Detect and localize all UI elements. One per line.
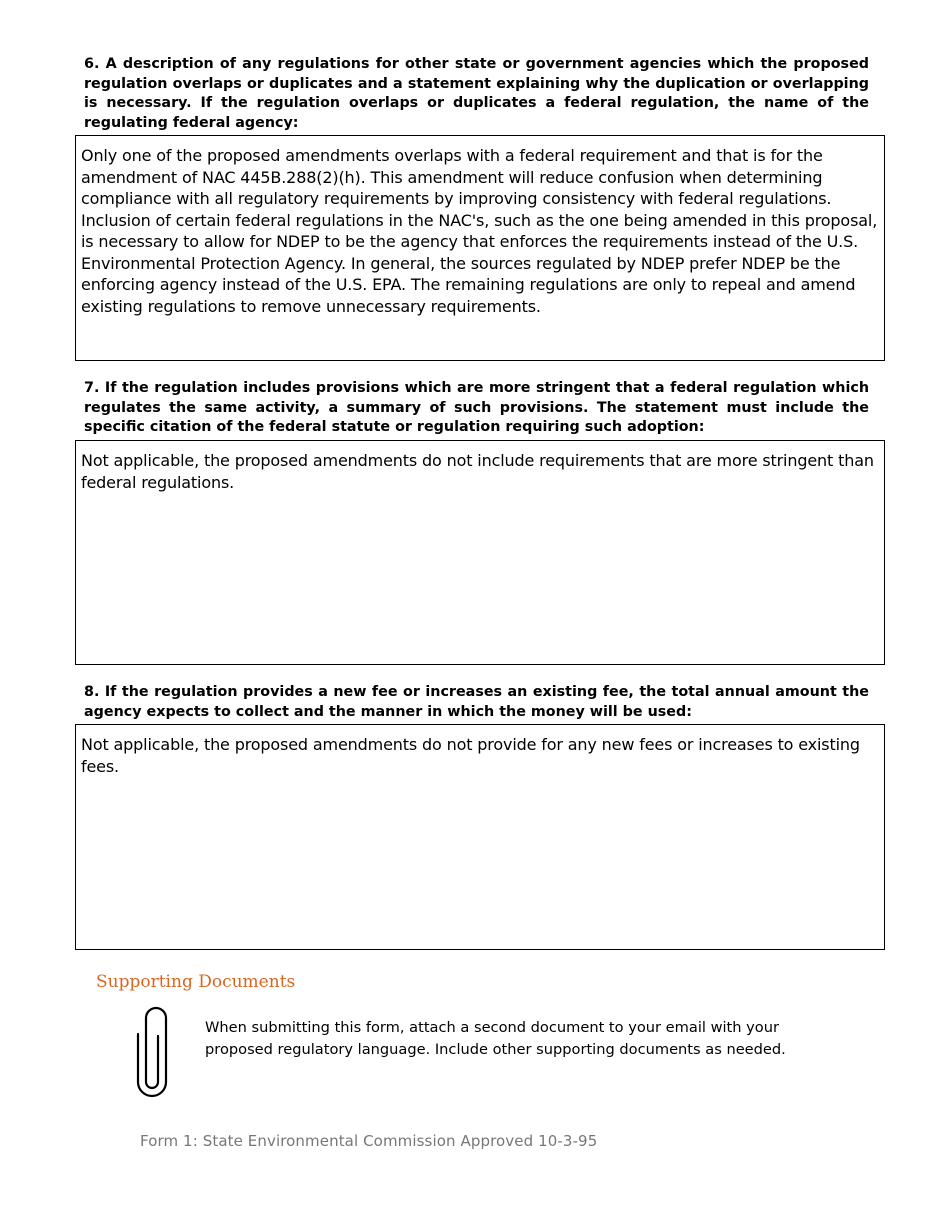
- supporting-documents-text: When submitting this form, attach a second document to your email with your proposed regulatory language. Include other supporting documents as needed.: [205, 1019, 786, 1058]
- question-6-answer-box[interactable]: Only one of the proposed amendments overlaps with a federal requirement and that is for the amendment of NAC 445B.288(2)(h). This amendment will reduce confusion when determining compliance with all regulatory requirements by improving consistency with federal regulations. Inclusion of certain federal regulations in the NAC's, such as the one being amended in this proposal, is necessary to allow for NDEP to be the agency that enforces the requirements instead of the U.S. Environmental Protection Agency. In general, the sources regulated by NDEP prefer NDEP be the enforcing agency instead of the U.S. EPA. The remaining regulations are only to repeal and amend existing regulations to remove unnecessary requirements.: [75, 135, 885, 361]
- question-7-answer-box[interactable]: Not applicable, the proposed amendments do not include requirements that are more stringent than federal regulations.: [75, 440, 885, 665]
- question-7-heading: 7. If the regulation includes provisions which are more stringent that a federal regulation which regulates the same activity, a summary of such provisions. The statement must include the specific citation of the federal statute or regulation requiring such adoption:: [84, 380, 869, 435]
- form-footer: Form 1: State Environmental Commission Approved 10-3-95: [140, 1132, 598, 1150]
- paperclip-icon: [134, 1006, 170, 1098]
- question-8-heading: 8. If the regulation provides a new fee or increases an existing fee, the total annual amount the agency expects to collect and the manner in which the money will be used:: [84, 684, 869, 720]
- supporting-documents-title: Supporting Documents: [96, 972, 296, 992]
- question-6-heading: 6. A description of any regulations for other state or government agencies which the proposed regulation overlaps or duplicates and a statement explaining why the duplication or overlapping is necessary. If the regulation overlaps or duplicates a federal regulation, the name of the regulating federal agency:: [84, 56, 869, 131]
- question-8-answer-box[interactable]: Not applicable, the proposed amendments do not provide for any new fees or increases to existing fees.: [75, 724, 885, 950]
